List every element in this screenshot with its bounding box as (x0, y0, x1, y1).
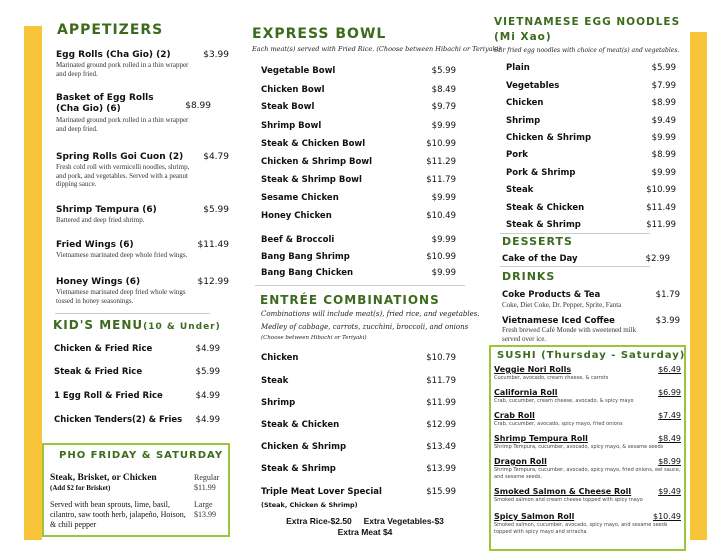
kids-note: (10 & Under) (143, 322, 221, 332)
item-price: $9.99 (651, 133, 676, 143)
item-name: Honey Wings (6) (56, 277, 141, 287)
menu-item (506, 133, 676, 143)
item-name: Shrimp (506, 116, 541, 126)
menu-item (261, 121, 456, 131)
menu-item (502, 316, 680, 326)
item-price: $9.99 (431, 121, 456, 131)
menu-item (261, 157, 456, 167)
pho-desc: Served with bean sprouts, lime, basil, cilantro, saw tooth herb, jalapeño, Hoison, & chili pepper (50, 500, 186, 529)
menu-item (261, 376, 456, 386)
item-price: $8.99 (658, 457, 681, 466)
item-name: Triple Meat Lover Special (261, 487, 382, 497)
item-price: $3.99 (655, 316, 680, 326)
item-name: Chicken (261, 353, 299, 363)
sushi-item (494, 512, 681, 521)
item-description: Vietnamese marinated deep whole fried wings. (56, 251, 188, 259)
noodles-subtitle: Stir fried egg noodles with choice of meat(s) and vegetables. (494, 47, 680, 54)
item-price: $13.99 (426, 464, 456, 474)
item-price: $10.99 (426, 139, 456, 149)
item-name: Veggie Nori Rolls (494, 365, 572, 374)
item-price: $6.99 (658, 388, 681, 397)
item-price: $11.79 (426, 376, 456, 386)
item-name: Vietnamese Iced Coffee (502, 316, 615, 326)
item-name: Vegetables (506, 81, 560, 91)
item-name: Egg Rolls (Cha Gio) (2) (56, 50, 171, 60)
sushi-box (489, 345, 686, 551)
item-price: $7.49 (658, 411, 681, 420)
menu-item (261, 420, 456, 430)
item-name: Steak & Chicken (261, 420, 340, 430)
item-description: Marinated ground pork rolled in a thin wrapper and deep fried. (56, 116, 189, 133)
menu-item (54, 415, 220, 425)
kids-title (53, 318, 221, 332)
item-description: Smoked salmon, cucumber, avocado, spicy mayo, and sesame seeds topped with spicy mayo and sriracha (494, 522, 668, 535)
item-name: Steak & Chicken Bowl (261, 139, 366, 149)
item-price: $9.99 (431, 193, 456, 203)
item-price: $11.99 (426, 398, 456, 408)
item-name: Beef & Broccoli (261, 235, 335, 245)
menu-item (261, 193, 456, 203)
menu-item (506, 203, 676, 213)
item-price: $4.99 (195, 344, 220, 354)
menu-item (261, 252, 456, 262)
sushi-item (494, 434, 681, 443)
menu-item (56, 50, 229, 60)
menu-item (506, 98, 676, 108)
divider (55, 313, 210, 314)
large-price: $13.99 (194, 509, 216, 519)
menu-item (261, 268, 456, 278)
menu-item (261, 235, 456, 245)
item-price: $10.99 (646, 185, 676, 195)
item-name: Spring Rolls Goi Cuon (2) (56, 152, 184, 162)
noodles-title2: (Mi Xao) (494, 31, 552, 43)
menu-item (261, 487, 456, 497)
item-price: $8.49 (658, 434, 681, 443)
sushi-item (494, 388, 681, 397)
item-name: Bang Bang Chicken (261, 268, 354, 278)
item-price: $9.49 (658, 487, 681, 496)
item-name: Pork (506, 150, 528, 160)
menu-item (261, 139, 456, 149)
menu-item (261, 442, 456, 452)
item-name: Dragon Roll (494, 457, 547, 466)
sushi-item (494, 411, 681, 420)
item-description: Crab, cucumber, cream cheese, avocado, & spicy mayo (494, 398, 634, 404)
item-price: $7.99 (651, 81, 676, 91)
item-name: Steak (261, 376, 289, 386)
item-price: $8.49 (431, 85, 456, 95)
item-price: $8.99 (185, 101, 211, 111)
item-price: $11.49 (197, 240, 229, 250)
drinks-title: DRINKS (502, 270, 556, 283)
item-description: Shrimp Tempura, cucumber, avocado, spicy mayo, fried onions, eel sauce, and sesame seeds. (494, 467, 681, 480)
menu-item (502, 290, 680, 300)
item-price: $5.99 (195, 367, 220, 377)
express-subtitle: Each meat(s) served with Fried Rice. (Choose between Hibachi or Teriyaki) (252, 45, 502, 53)
item-description: Smoked salmon and cream cheese topped with spicy mayo (494, 497, 643, 503)
menu-item (506, 185, 676, 195)
menu-item (261, 464, 456, 474)
extras-line2: Extra Meat $4 (337, 527, 393, 537)
item-description: Crab, cucumber, avocado, spicy mayo, fried onions (494, 421, 623, 427)
menu-item (502, 254, 670, 264)
menu-item (506, 150, 676, 160)
desserts-title: DESSERTS (502, 235, 573, 248)
divider (255, 285, 465, 286)
menu-item (506, 116, 676, 126)
item-name: Steak & Shrimp (261, 464, 336, 474)
item-name: Shrimp Tempura (6) (56, 205, 157, 215)
item-price: $4.99 (195, 415, 220, 425)
item-price: $4.99 (195, 391, 220, 401)
item-price: $12.99 (426, 420, 456, 430)
kids-title-text: KID'S MENU (53, 318, 144, 332)
item-name: Fried Wings (6) (56, 240, 134, 250)
item-price: $11.29 (426, 157, 456, 167)
pho-title: PHO FRIDAY & SATURDAY (59, 450, 224, 461)
item-price: $5.99 (203, 205, 229, 215)
menu-item (261, 211, 456, 221)
item-price: $10.99 (426, 252, 456, 262)
item-price: $12.99 (197, 277, 229, 287)
item-price: $4.79 (203, 152, 229, 162)
item-price: $10.49 (653, 512, 681, 521)
item-description: Fresh brewed Café Monde with sweetened milk served over ice. (502, 326, 637, 343)
pho-regular (194, 473, 219, 492)
sushi-title: SUSHI (Thursday - Saturday) (497, 350, 686, 361)
item-name: Shrimp (261, 398, 296, 408)
yellow-band-left (24, 26, 42, 540)
item-description: Shrimp Tempura, cucumber, avocado, spicy mayo, & sesame seeds (494, 444, 664, 450)
item-name: Plain (506, 63, 530, 73)
item-price: $11.49 (646, 203, 676, 213)
item-description: Fresh cold roll with vermicelli noodles, shrimp, and pork, and vegetables. Served with a peanut dipping sauce. (56, 163, 190, 188)
item-name: Steak & Chicken (506, 203, 585, 213)
divider (500, 266, 650, 267)
item-price: $8.99 (651, 98, 676, 108)
item-name: 1 Egg Roll & Fried Rice (54, 391, 163, 401)
item-price: $5.99 (431, 66, 456, 76)
menu-item (261, 175, 456, 185)
item-price: $13.49 (426, 442, 456, 452)
item-name: Chicken (506, 98, 544, 108)
entree-sub1: Combinations will include meat(s), fried rice, and vegetables. (261, 310, 480, 318)
divider (500, 233, 650, 234)
item-price: $11.79 (426, 175, 456, 185)
menu-item (56, 240, 229, 250)
entree-title: ENTRÉE COMBINATIONS (260, 293, 440, 307)
item-description: Marinated ground pork rolled in a thin wrapper and deep fried. (56, 61, 189, 78)
sushi-item (494, 365, 681, 374)
item-name: Pork & Shrimp (506, 168, 576, 178)
item-price: $10.49 (426, 211, 456, 221)
triple-note: (Steak, Chicken & Shrimp) (261, 501, 358, 509)
menu-item (54, 344, 220, 354)
item-name: Crab Roll (494, 411, 535, 420)
entree-sub2: Medley of cabbage, carrots, zucchini, broccoli, and onions (261, 323, 469, 331)
sushi-item (494, 457, 681, 466)
item-name: Steak & Shrimp Bowl (261, 175, 362, 185)
item-name: Basket of Egg Rolls (Cha Gio) (6) (56, 93, 154, 114)
item-name: Smoked Salmon & Cheese Roll (494, 487, 632, 496)
item-name: Shrimp Bowl (261, 121, 322, 131)
menu-item (506, 81, 676, 91)
item-name: Vegetable Bowl (261, 66, 336, 76)
menu-item (54, 391, 220, 401)
item-price: $9.49 (651, 116, 676, 126)
item-price: $2.99 (645, 254, 670, 264)
menu-item (54, 367, 220, 377)
item-name: Chicken & Shrimp Bowl (261, 157, 373, 167)
menu-item (261, 85, 456, 95)
extras-line1: Extra Rice-$2.50 Extra Vegetables-$3 (286, 516, 444, 526)
item-description: Cucumber, avocado, cream cheese, & carrots (494, 375, 609, 381)
item-price: $11.99 (646, 220, 676, 230)
menu-item (56, 277, 229, 287)
appetizers-title: APPETIZERS (57, 22, 164, 38)
entree-sub3: (Choose between Hibachi or Teriyaki) (261, 335, 367, 341)
menu-item (261, 398, 456, 408)
menu-item (506, 168, 676, 178)
pho-box (42, 443, 230, 537)
menu-item (506, 63, 676, 73)
item-name: Steak & Fried Rice (54, 367, 143, 377)
item-name: Bang Bang Shrimp (261, 252, 350, 262)
item-price: $9.99 (651, 168, 676, 178)
item-name: Spicy Salmon Roll (494, 512, 575, 521)
sushi-item (494, 487, 681, 496)
item-price: $9.99 (431, 268, 456, 278)
item-price: $9.79 (431, 102, 456, 112)
item-name: Chicken Tenders(2) & Fries (54, 415, 183, 425)
regular-label: Regular (194, 473, 220, 482)
item-name: Steak Bowl (261, 102, 315, 112)
item-price: $5.99 (651, 63, 676, 73)
item-name: Cake of the Day (502, 254, 578, 264)
item-description: Coke, Diet Coke, Dr. Pepper, Sprite, Fanta (502, 301, 622, 309)
item-name: Steak (506, 185, 534, 195)
item-name: Chicken & Shrimp (506, 133, 592, 143)
item-price: $3.99 (203, 50, 229, 60)
item-name: Coke Products & Tea (502, 290, 601, 300)
item-name: Shrimp Tempura Roll (494, 434, 588, 443)
express-title: EXPRESS BOWL (252, 26, 387, 42)
pho-item: Steak, Brisket, or Chicken (50, 473, 157, 483)
item-name: Sesame Chicken (261, 193, 339, 203)
item-price: $15.99 (426, 487, 456, 497)
menu-item (56, 205, 229, 215)
item-name: California Roll (494, 388, 558, 397)
menu-item (506, 220, 676, 230)
item-price: $8.99 (651, 150, 676, 160)
menu-item (56, 152, 229, 162)
regular-price: $11.99 (194, 482, 216, 492)
menu-item (261, 66, 456, 76)
yellow-band-right (690, 32, 707, 540)
item-price: $1.79 (655, 290, 680, 300)
item-price: $9.99 (431, 235, 456, 245)
pho-large (194, 500, 216, 519)
item-name: Chicken & Shrimp (261, 442, 347, 452)
item-name: Chicken Bowl (261, 85, 325, 95)
item-name: Steak & Shrimp (506, 220, 581, 230)
menu-item (261, 102, 456, 112)
noodles-title: VIETNAMESE EGG NOODLES (494, 16, 681, 28)
item-price: $6.49 (658, 365, 681, 374)
item-name: Chicken & Fried Rice (54, 344, 153, 354)
item-description: Vietnamese marinated deep fried whole wings tossed in honey seasonings. (56, 288, 186, 305)
item-description: Battered and deep fried shrimp. (56, 216, 145, 224)
item-name: Honey Chicken (261, 211, 332, 221)
large-label: Large (194, 500, 213, 509)
menu-item (261, 353, 456, 363)
item-price: $10.79 (426, 353, 456, 363)
pho-note: (Add $2 for Brisket) (50, 484, 111, 492)
menu-item (56, 93, 229, 115)
